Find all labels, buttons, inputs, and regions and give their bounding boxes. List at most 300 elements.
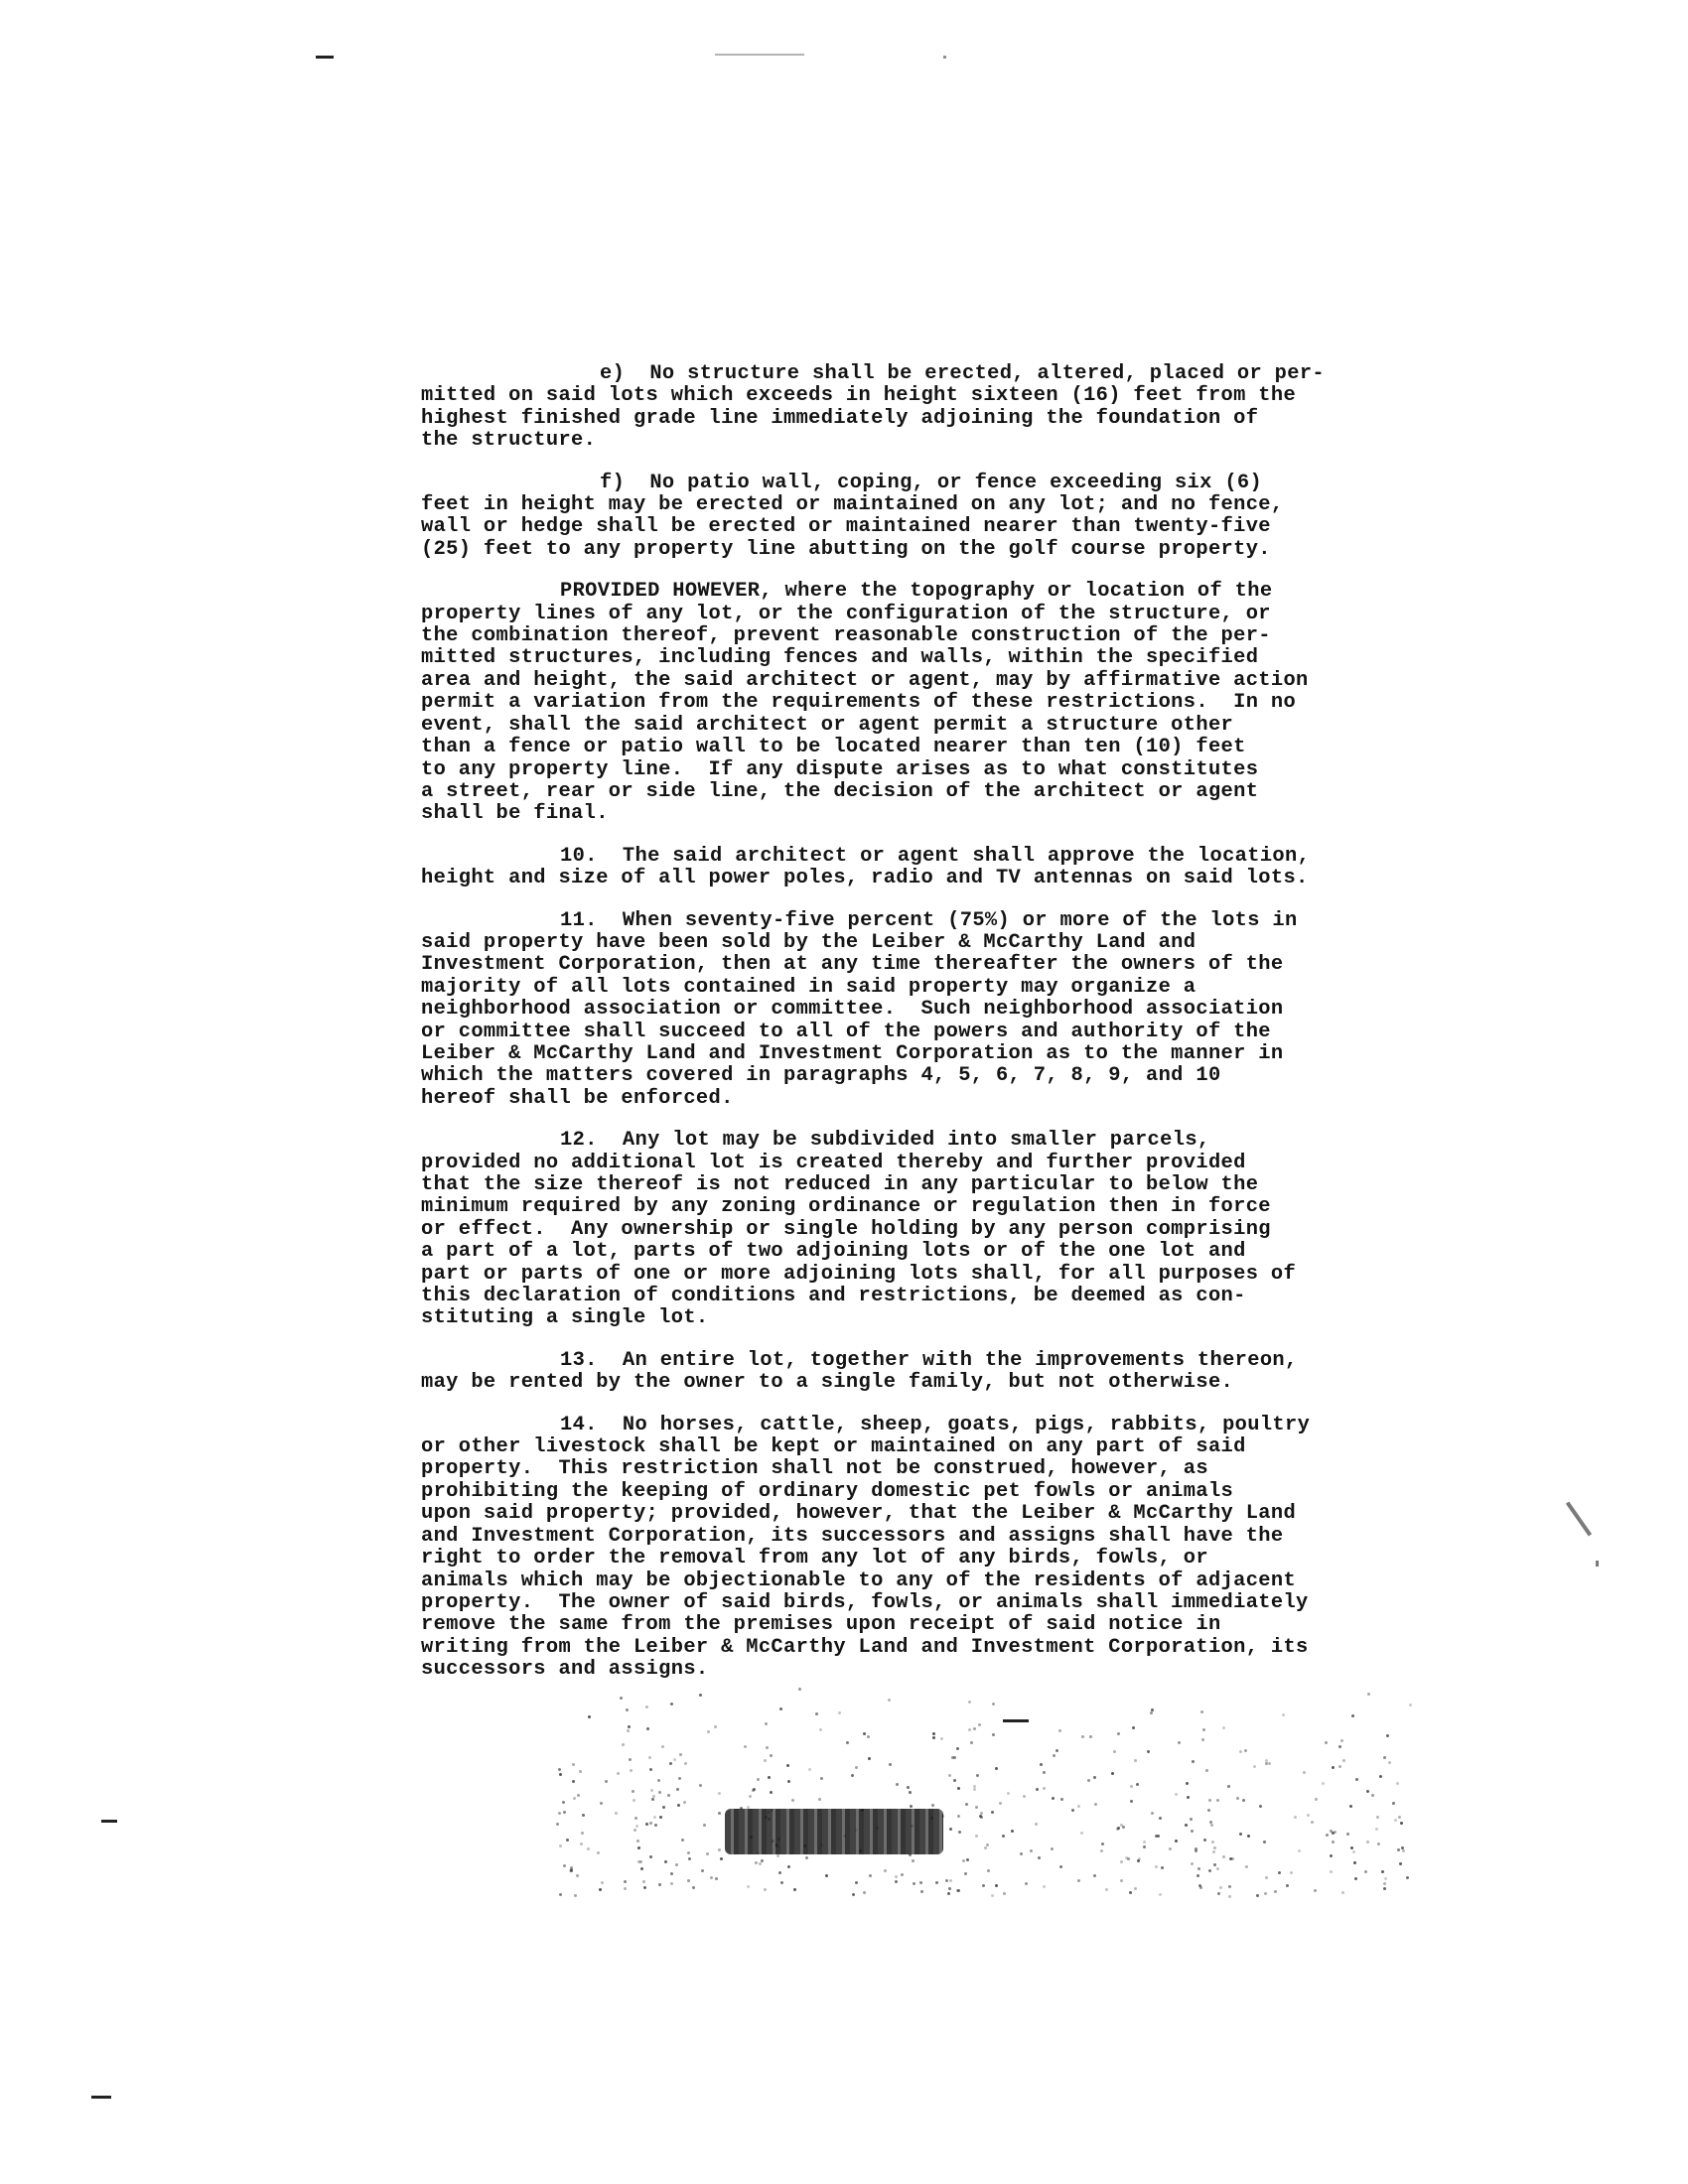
text-line: permit a variation from the requirements of these restrictions. In no bbox=[421, 691, 1297, 715]
text-line: 13. An entire lot, together with the improvements thereon, bbox=[560, 1348, 1298, 1372]
scan-speck bbox=[1007, 1792, 1010, 1795]
scan-speck bbox=[1322, 1782, 1325, 1785]
scan-speck bbox=[581, 1832, 584, 1835]
scan-speck bbox=[1253, 1765, 1256, 1768]
scan-speck bbox=[670, 1882, 673, 1885]
scan-speck bbox=[945, 1879, 948, 1882]
text-line: majority of all lots contained in said property may organize a bbox=[421, 975, 1196, 999]
scan-speck bbox=[1216, 1867, 1219, 1870]
scan-speck bbox=[580, 1843, 583, 1845]
scan-speck bbox=[759, 1862, 762, 1865]
scan-speck bbox=[1388, 1761, 1391, 1764]
scan-speck bbox=[1383, 1882, 1386, 1885]
scan-speck bbox=[770, 1754, 773, 1757]
scan-speck bbox=[1376, 1816, 1379, 1819]
scan-speck bbox=[600, 1802, 603, 1805]
scan-speck bbox=[710, 1876, 713, 1879]
scan-speck bbox=[852, 1893, 855, 1896]
scan-speck bbox=[1265, 1876, 1268, 1879]
text-line: right to order the removal from any lot of any birds, fowls, or bbox=[421, 1547, 1208, 1570]
paragraph-f bbox=[421, 473, 1374, 562]
scan-speck bbox=[958, 1831, 961, 1834]
scan-speck bbox=[1120, 1879, 1123, 1882]
scan-speck bbox=[1203, 1839, 1206, 1842]
scan-speck bbox=[1043, 1885, 1046, 1888]
scan-speck bbox=[786, 1764, 789, 1767]
scan-speck bbox=[649, 1822, 652, 1825]
scan-speck bbox=[649, 1768, 652, 1771]
scan-speck bbox=[692, 1886, 695, 1889]
scan-speck bbox=[675, 1863, 678, 1866]
scan-speck bbox=[624, 1880, 627, 1883]
scan-speck bbox=[1093, 1776, 1096, 1779]
scan-speck bbox=[670, 1872, 673, 1875]
scan-speck bbox=[766, 1746, 769, 1749]
scan-speck bbox=[825, 1874, 828, 1877]
scan-speck bbox=[949, 1879, 952, 1882]
scan-speck bbox=[683, 1801, 686, 1804]
text-line: upon said property; provided, however, that the Leiber & McCarthy Land bbox=[421, 1502, 1297, 1526]
text-line: this declaration of conditions and restrictions, be deemed as con- bbox=[421, 1285, 1246, 1308]
scan-speck bbox=[1117, 1827, 1120, 1830]
scan-speck bbox=[1236, 1797, 1239, 1800]
scan-speck bbox=[1326, 1834, 1329, 1837]
scan-speck bbox=[1332, 1766, 1335, 1769]
scan-speck bbox=[637, 1846, 640, 1849]
scan-speck bbox=[778, 1871, 781, 1874]
scan-speck bbox=[1187, 1796, 1190, 1799]
scan-speck bbox=[957, 1815, 960, 1818]
text-line: prohibiting the keeping of ordinary domestic pet fowls or animals bbox=[421, 1479, 1234, 1503]
scan-speck bbox=[940, 1737, 943, 1740]
scan-speck bbox=[1350, 1846, 1353, 1849]
scan-speck bbox=[617, 1772, 620, 1775]
scan-speck bbox=[978, 1723, 981, 1726]
scan-speck bbox=[622, 1743, 625, 1746]
text-line: 12. Any lot may be subdivided into smaller parcels, bbox=[560, 1129, 1210, 1153]
scan-speck bbox=[1355, 1778, 1358, 1781]
scan-speck bbox=[559, 1893, 562, 1896]
scan-speck bbox=[1227, 1785, 1230, 1788]
scan-speck bbox=[1159, 1893, 1162, 1896]
scan-speck bbox=[658, 1883, 661, 1886]
scan-speck bbox=[815, 1712, 818, 1715]
scan-speck bbox=[582, 1814, 585, 1817]
paragraph-e bbox=[421, 363, 1374, 453]
scan-speck bbox=[678, 1777, 681, 1780]
scan-speck bbox=[1101, 1843, 1104, 1845]
scan-speck bbox=[563, 1811, 566, 1814]
scan-speck bbox=[1087, 1779, 1090, 1782]
scan-speck bbox=[1294, 1816, 1297, 1819]
paragraph-12 bbox=[421, 1130, 1374, 1330]
scan-speck bbox=[1397, 1848, 1400, 1851]
text-line: animals which may be objectionable to any of the residents of adjacent bbox=[421, 1569, 1297, 1592]
scan-speck bbox=[749, 1795, 752, 1798]
scan-speck bbox=[636, 1840, 639, 1843]
scan-speck bbox=[1349, 1805, 1352, 1808]
text-line: or committee shall succeed to all of the powers and authority of the bbox=[421, 1020, 1271, 1043]
text-line: neighborhood association or committee. Such neighborhood association bbox=[421, 998, 1284, 1022]
scan-speck bbox=[1342, 1759, 1345, 1762]
scan-speck bbox=[715, 1877, 718, 1880]
scan-speck bbox=[973, 1727, 976, 1730]
scan-speck bbox=[1366, 1790, 1369, 1793]
scan-speck bbox=[652, 1795, 655, 1798]
scan-speck bbox=[1077, 1879, 1080, 1882]
scan-speck bbox=[1381, 1870, 1384, 1873]
scan-speck bbox=[805, 1856, 808, 1859]
paragraph-10 bbox=[421, 846, 1374, 890]
scan-speck bbox=[931, 1804, 934, 1807]
scan-speck bbox=[573, 1797, 576, 1800]
scan-speck bbox=[1040, 1763, 1043, 1766]
scan-speck bbox=[932, 1736, 935, 1739]
scan-speck bbox=[1338, 1745, 1341, 1748]
scan-speck bbox=[764, 1888, 767, 1891]
text-line: stituting a single lot. bbox=[421, 1306, 709, 1330]
text-line: part or parts of one or more adjoining lots shall, for all purposes of bbox=[421, 1262, 1297, 1286]
scan-speck bbox=[1352, 1850, 1355, 1853]
text-line: Investment Corporation, then at any time thereafter the owners of the bbox=[421, 953, 1284, 977]
scan-speck bbox=[1401, 1846, 1404, 1849]
text-line: height and size of all power poles, radio and TV antennas on said lots. bbox=[421, 867, 1309, 890]
scan-speck bbox=[629, 1758, 632, 1761]
margin-mark-left-2 bbox=[91, 2096, 111, 2099]
scan-speck bbox=[566, 1839, 569, 1842]
scan-speck bbox=[1169, 1847, 1172, 1850]
scan-speck bbox=[884, 1869, 887, 1872]
scan-speck bbox=[624, 1887, 627, 1890]
text-line: which the matters covered in paragraphs 4, 5, 6, 7, 8, 9, and 10 bbox=[421, 1064, 1221, 1088]
scan-speck bbox=[761, 1859, 764, 1862]
scan-speck bbox=[1247, 1835, 1250, 1838]
scan-speck bbox=[975, 1835, 978, 1838]
scan-speck bbox=[684, 1762, 687, 1765]
scan-speck bbox=[1130, 1800, 1133, 1803]
scan-speck bbox=[1274, 1890, 1277, 1893]
scan-speck bbox=[1205, 1769, 1208, 1772]
scan-speck bbox=[1409, 1704, 1412, 1706]
scan-speck bbox=[947, 1892, 950, 1895]
scan-speck bbox=[1314, 1889, 1317, 1892]
scan-speck bbox=[574, 1894, 577, 1897]
scan-speck bbox=[992, 1733, 995, 1736]
scan-speck bbox=[962, 1859, 965, 1862]
scan-speck bbox=[1093, 1874, 1096, 1877]
scan-speck bbox=[973, 1788, 976, 1791]
text-line: area and height, the said architect or agent, may by affirmative action bbox=[421, 668, 1309, 692]
scan-speck bbox=[1315, 1798, 1318, 1801]
scan-speck bbox=[1384, 1877, 1387, 1880]
scan-speck bbox=[577, 1794, 580, 1797]
scan-speck bbox=[1197, 1867, 1200, 1870]
scan-speck bbox=[1256, 1894, 1259, 1897]
scan-speck bbox=[901, 1873, 904, 1876]
scan-speck bbox=[895, 1875, 898, 1878]
scan-speck bbox=[787, 1780, 790, 1783]
text-line: than a fence or patio wall to be located nearer than ten (10) feet bbox=[421, 736, 1246, 759]
text-line: a street, rear or side line, the decision of the architect or agent bbox=[421, 779, 1259, 803]
scan-speck bbox=[562, 1801, 565, 1804]
text-line: that the size thereof is not reduced in any particular to below the bbox=[421, 1173, 1259, 1196]
scan-speck bbox=[1094, 1803, 1097, 1806]
scan-speck bbox=[718, 1812, 721, 1815]
scan-speck bbox=[1219, 1886, 1222, 1889]
scan-speck bbox=[653, 1816, 656, 1819]
scan-speck bbox=[1059, 1865, 1062, 1868]
scan-speck bbox=[851, 1774, 854, 1777]
scan-speck bbox=[559, 1844, 562, 1847]
scan-speck bbox=[654, 1824, 657, 1827]
scan-speck bbox=[1200, 1710, 1203, 1713]
scan-speck bbox=[1213, 1863, 1216, 1866]
scan-speck bbox=[986, 1843, 989, 1846]
scan-speck bbox=[1210, 1824, 1213, 1827]
scan-speck bbox=[776, 1854, 779, 1857]
scan-speck bbox=[687, 1851, 690, 1854]
scan-speck bbox=[1143, 1841, 1146, 1843]
scan-speck bbox=[662, 1806, 665, 1809]
scan-speck bbox=[1186, 1782, 1189, 1785]
scan-speck bbox=[895, 1880, 898, 1883]
scan-speck bbox=[1058, 1729, 1061, 1732]
text-line: shall be final. bbox=[421, 802, 609, 826]
scan-speck bbox=[1338, 1765, 1341, 1768]
scan-speck bbox=[957, 1787, 960, 1790]
text-line: the combination thereof, prevent reasonable construction of the per- bbox=[421, 624, 1271, 648]
scan-speck bbox=[1353, 1861, 1356, 1864]
scan-speck bbox=[605, 1780, 608, 1783]
scan-speck bbox=[1330, 1870, 1333, 1873]
scan-speck bbox=[991, 1894, 994, 1897]
scan-speck bbox=[1161, 1866, 1164, 1869]
scan-speck bbox=[1346, 1833, 1349, 1836]
scan-speck bbox=[720, 1857, 723, 1860]
text-line: PROVIDED HOWEVER, where the topography or location of the bbox=[560, 580, 1273, 604]
scan-speck bbox=[1332, 1832, 1335, 1835]
scan-speck bbox=[953, 1756, 956, 1759]
scan-speck bbox=[1244, 1749, 1247, 1752]
scan-speck bbox=[1105, 1888, 1108, 1891]
scan-speck bbox=[1159, 1817, 1162, 1820]
scan-speck bbox=[576, 1874, 579, 1877]
paragraph-11 bbox=[421, 910, 1374, 1111]
scan-speck bbox=[1228, 1885, 1231, 1888]
scan-speck bbox=[1259, 1805, 1262, 1808]
scan-speck bbox=[1038, 1856, 1041, 1859]
scan-speck bbox=[1113, 1750, 1116, 1753]
scan-speck bbox=[907, 1786, 910, 1789]
scan-speck bbox=[780, 1881, 783, 1884]
scan-speck bbox=[1043, 1771, 1046, 1774]
scan-speck bbox=[855, 1766, 858, 1769]
scan-speck bbox=[1228, 1895, 1231, 1898]
text-line: minimum required by any zoning ordinance or regulation then in force bbox=[421, 1195, 1271, 1219]
scan-speck bbox=[909, 1791, 912, 1794]
scan-speck bbox=[1208, 1799, 1211, 1802]
scan-speck bbox=[681, 1839, 684, 1842]
scan-speck bbox=[808, 1768, 811, 1771]
scan-speck bbox=[645, 1706, 648, 1708]
scan-speck bbox=[1150, 1711, 1153, 1714]
scan-speck bbox=[714, 1725, 717, 1728]
scan-speck bbox=[1111, 1772, 1114, 1775]
scan-speck bbox=[1303, 1771, 1306, 1774]
scan-speck bbox=[579, 1770, 582, 1773]
scan-speck bbox=[1198, 1884, 1201, 1887]
paragraph-proviso bbox=[421, 581, 1374, 825]
margin-dot-right bbox=[1596, 1561, 1599, 1567]
text-line: highest finished grade line immediately adjoining the foundation of bbox=[421, 406, 1259, 430]
text-line: said property have been sold by the Leiber & McCarthy Land and bbox=[421, 930, 1196, 954]
scan-speck bbox=[707, 1730, 710, 1733]
scan-speck bbox=[956, 1889, 959, 1892]
scan-speck bbox=[920, 1890, 923, 1893]
scan-speck bbox=[632, 1790, 634, 1793]
scan-speck bbox=[1003, 1892, 1006, 1895]
scan-speck bbox=[755, 1861, 758, 1864]
scan-speck bbox=[679, 1753, 682, 1756]
scan-speck bbox=[752, 1789, 755, 1792]
scan-speck bbox=[1341, 1891, 1344, 1894]
scan-speck bbox=[1298, 1849, 1301, 1852]
text-line: or other livestock shall be kept or maintained on any part of said bbox=[421, 1435, 1246, 1459]
scan-speck bbox=[888, 1699, 891, 1702]
margin-mark-left-1 bbox=[101, 1820, 117, 1823]
text-line: property lines of any lot, or the configuration of the structure, or bbox=[421, 602, 1271, 625]
text-line: provided no additional lot is created thereby and further provided bbox=[421, 1151, 1246, 1174]
scan-speck bbox=[588, 1715, 591, 1718]
scan-speck bbox=[1134, 1887, 1137, 1890]
scan-speck bbox=[1392, 1802, 1395, 1805]
scan-speck bbox=[1268, 1762, 1271, 1765]
text-line: mitted on said lots which exceeds in height sixteen (16) feet from the bbox=[421, 384, 1297, 408]
scan-speck bbox=[1053, 1754, 1055, 1757]
scan-speck bbox=[964, 1872, 967, 1875]
scan-speck bbox=[1383, 1887, 1386, 1890]
scan-speck bbox=[701, 1869, 704, 1872]
scan-speck bbox=[910, 1805, 913, 1808]
scan-speck bbox=[991, 1811, 994, 1814]
scan-speck bbox=[770, 1791, 773, 1794]
text-line: feet in height may be erected or maintained on any lot; and no fence, bbox=[421, 493, 1284, 517]
paragraph-13 bbox=[421, 1350, 1374, 1395]
scan-speck bbox=[1213, 1846, 1216, 1849]
text-line: property. This restriction shall not be construed, however, as bbox=[421, 1457, 1208, 1481]
scan-speck bbox=[1130, 1785, 1133, 1788]
scan-speck bbox=[956, 1747, 959, 1750]
scan-speck bbox=[1120, 1860, 1123, 1863]
scan-speck bbox=[648, 1756, 651, 1759]
text-line: 10. The said architect or agent shall approve the location, bbox=[560, 844, 1311, 868]
scan-speck bbox=[1386, 1734, 1389, 1737]
scan-speck bbox=[1222, 1855, 1225, 1858]
text-line: 14. No horses, cattle, sheep, goats, pigs, rabbits, poultry bbox=[560, 1413, 1311, 1436]
margin-mark-right bbox=[1566, 1501, 1592, 1536]
scan-speck bbox=[635, 1825, 638, 1828]
scan-speck bbox=[1229, 1857, 1232, 1860]
scan-speck bbox=[659, 1816, 662, 1819]
scan-speck bbox=[677, 1804, 680, 1807]
scan-speck bbox=[1377, 1843, 1380, 1845]
scan-speck bbox=[1207, 1809, 1210, 1812]
scan-speck bbox=[1290, 1871, 1293, 1874]
scan-speck bbox=[1400, 1822, 1403, 1825]
scan-speck bbox=[1217, 1892, 1220, 1895]
scan-speck bbox=[1129, 1891, 1132, 1894]
scan-speck bbox=[855, 1881, 858, 1884]
scan-speck bbox=[1011, 1830, 1014, 1833]
scan-speck bbox=[1211, 1841, 1214, 1843]
text-line: a part of a lot, parts of two adjoining lots or of the one lot and bbox=[421, 1240, 1246, 1264]
scan-speck bbox=[913, 1882, 915, 1885]
scan-speck bbox=[949, 1828, 952, 1831]
scan-speck bbox=[688, 1857, 691, 1860]
scan-speck bbox=[1143, 1845, 1146, 1848]
scan-speck bbox=[819, 1728, 822, 1731]
text-line: remove the same from the premises upon receipt of said notice in bbox=[421, 1613, 1221, 1637]
scan-speck bbox=[768, 1776, 771, 1779]
scan-speck bbox=[1354, 1877, 1357, 1880]
scan-speck bbox=[1196, 1874, 1199, 1877]
scan-speck bbox=[1371, 1794, 1374, 1797]
scan-speck bbox=[1122, 1826, 1125, 1829]
scan-speck bbox=[661, 1745, 664, 1748]
scan-speck bbox=[1375, 1828, 1378, 1831]
scan-speck bbox=[1020, 1852, 1023, 1855]
scan-speck bbox=[601, 1881, 604, 1884]
scan-speck bbox=[620, 1697, 623, 1700]
scan-speck bbox=[1077, 1805, 1080, 1808]
scan-speck bbox=[935, 1881, 938, 1884]
scan-speck bbox=[1366, 1841, 1369, 1843]
scan-speck bbox=[1055, 1749, 1058, 1752]
scan-speck bbox=[699, 1784, 702, 1787]
scan-speck bbox=[1325, 1741, 1328, 1744]
scan-speck bbox=[793, 1888, 796, 1891]
scan-speck bbox=[1351, 1714, 1354, 1717]
scan-speck bbox=[640, 1867, 643, 1870]
scan-speck bbox=[968, 1728, 971, 1731]
scan-speck bbox=[818, 1798, 821, 1801]
scan-speck bbox=[1036, 1788, 1039, 1791]
scan-speck bbox=[1208, 1869, 1211, 1872]
scan-speck bbox=[1100, 1849, 1103, 1852]
scan-speck bbox=[1282, 1713, 1285, 1716]
scan-speck bbox=[1311, 1821, 1314, 1824]
scan-speck bbox=[1051, 1847, 1054, 1850]
scan-speck bbox=[1239, 1833, 1242, 1836]
paragraph-14 bbox=[421, 1415, 1374, 1682]
scan-speck bbox=[1216, 1799, 1219, 1802]
scan-speck bbox=[1178, 1741, 1181, 1744]
scan-speck bbox=[626, 1708, 629, 1711]
scan-speck bbox=[932, 1732, 935, 1735]
scan-speck bbox=[658, 1791, 661, 1794]
scan-speck bbox=[1081, 1735, 1084, 1738]
scan-speck bbox=[764, 1759, 767, 1762]
scan-speck bbox=[1396, 1782, 1399, 1785]
scan-speck bbox=[1340, 1739, 1343, 1742]
text-line: (25) feet to any property line abutting on the golf course property. bbox=[421, 537, 1271, 561]
text-line: f) No patio wall, coping, or fence exceeding six (6) bbox=[600, 471, 1263, 494]
scan-speck bbox=[670, 1703, 673, 1706]
scan-speck bbox=[1136, 1783, 1139, 1786]
scan-speck bbox=[912, 1859, 914, 1862]
scan-speck bbox=[1202, 1728, 1205, 1731]
scan-speck-top-2 bbox=[943, 56, 946, 59]
